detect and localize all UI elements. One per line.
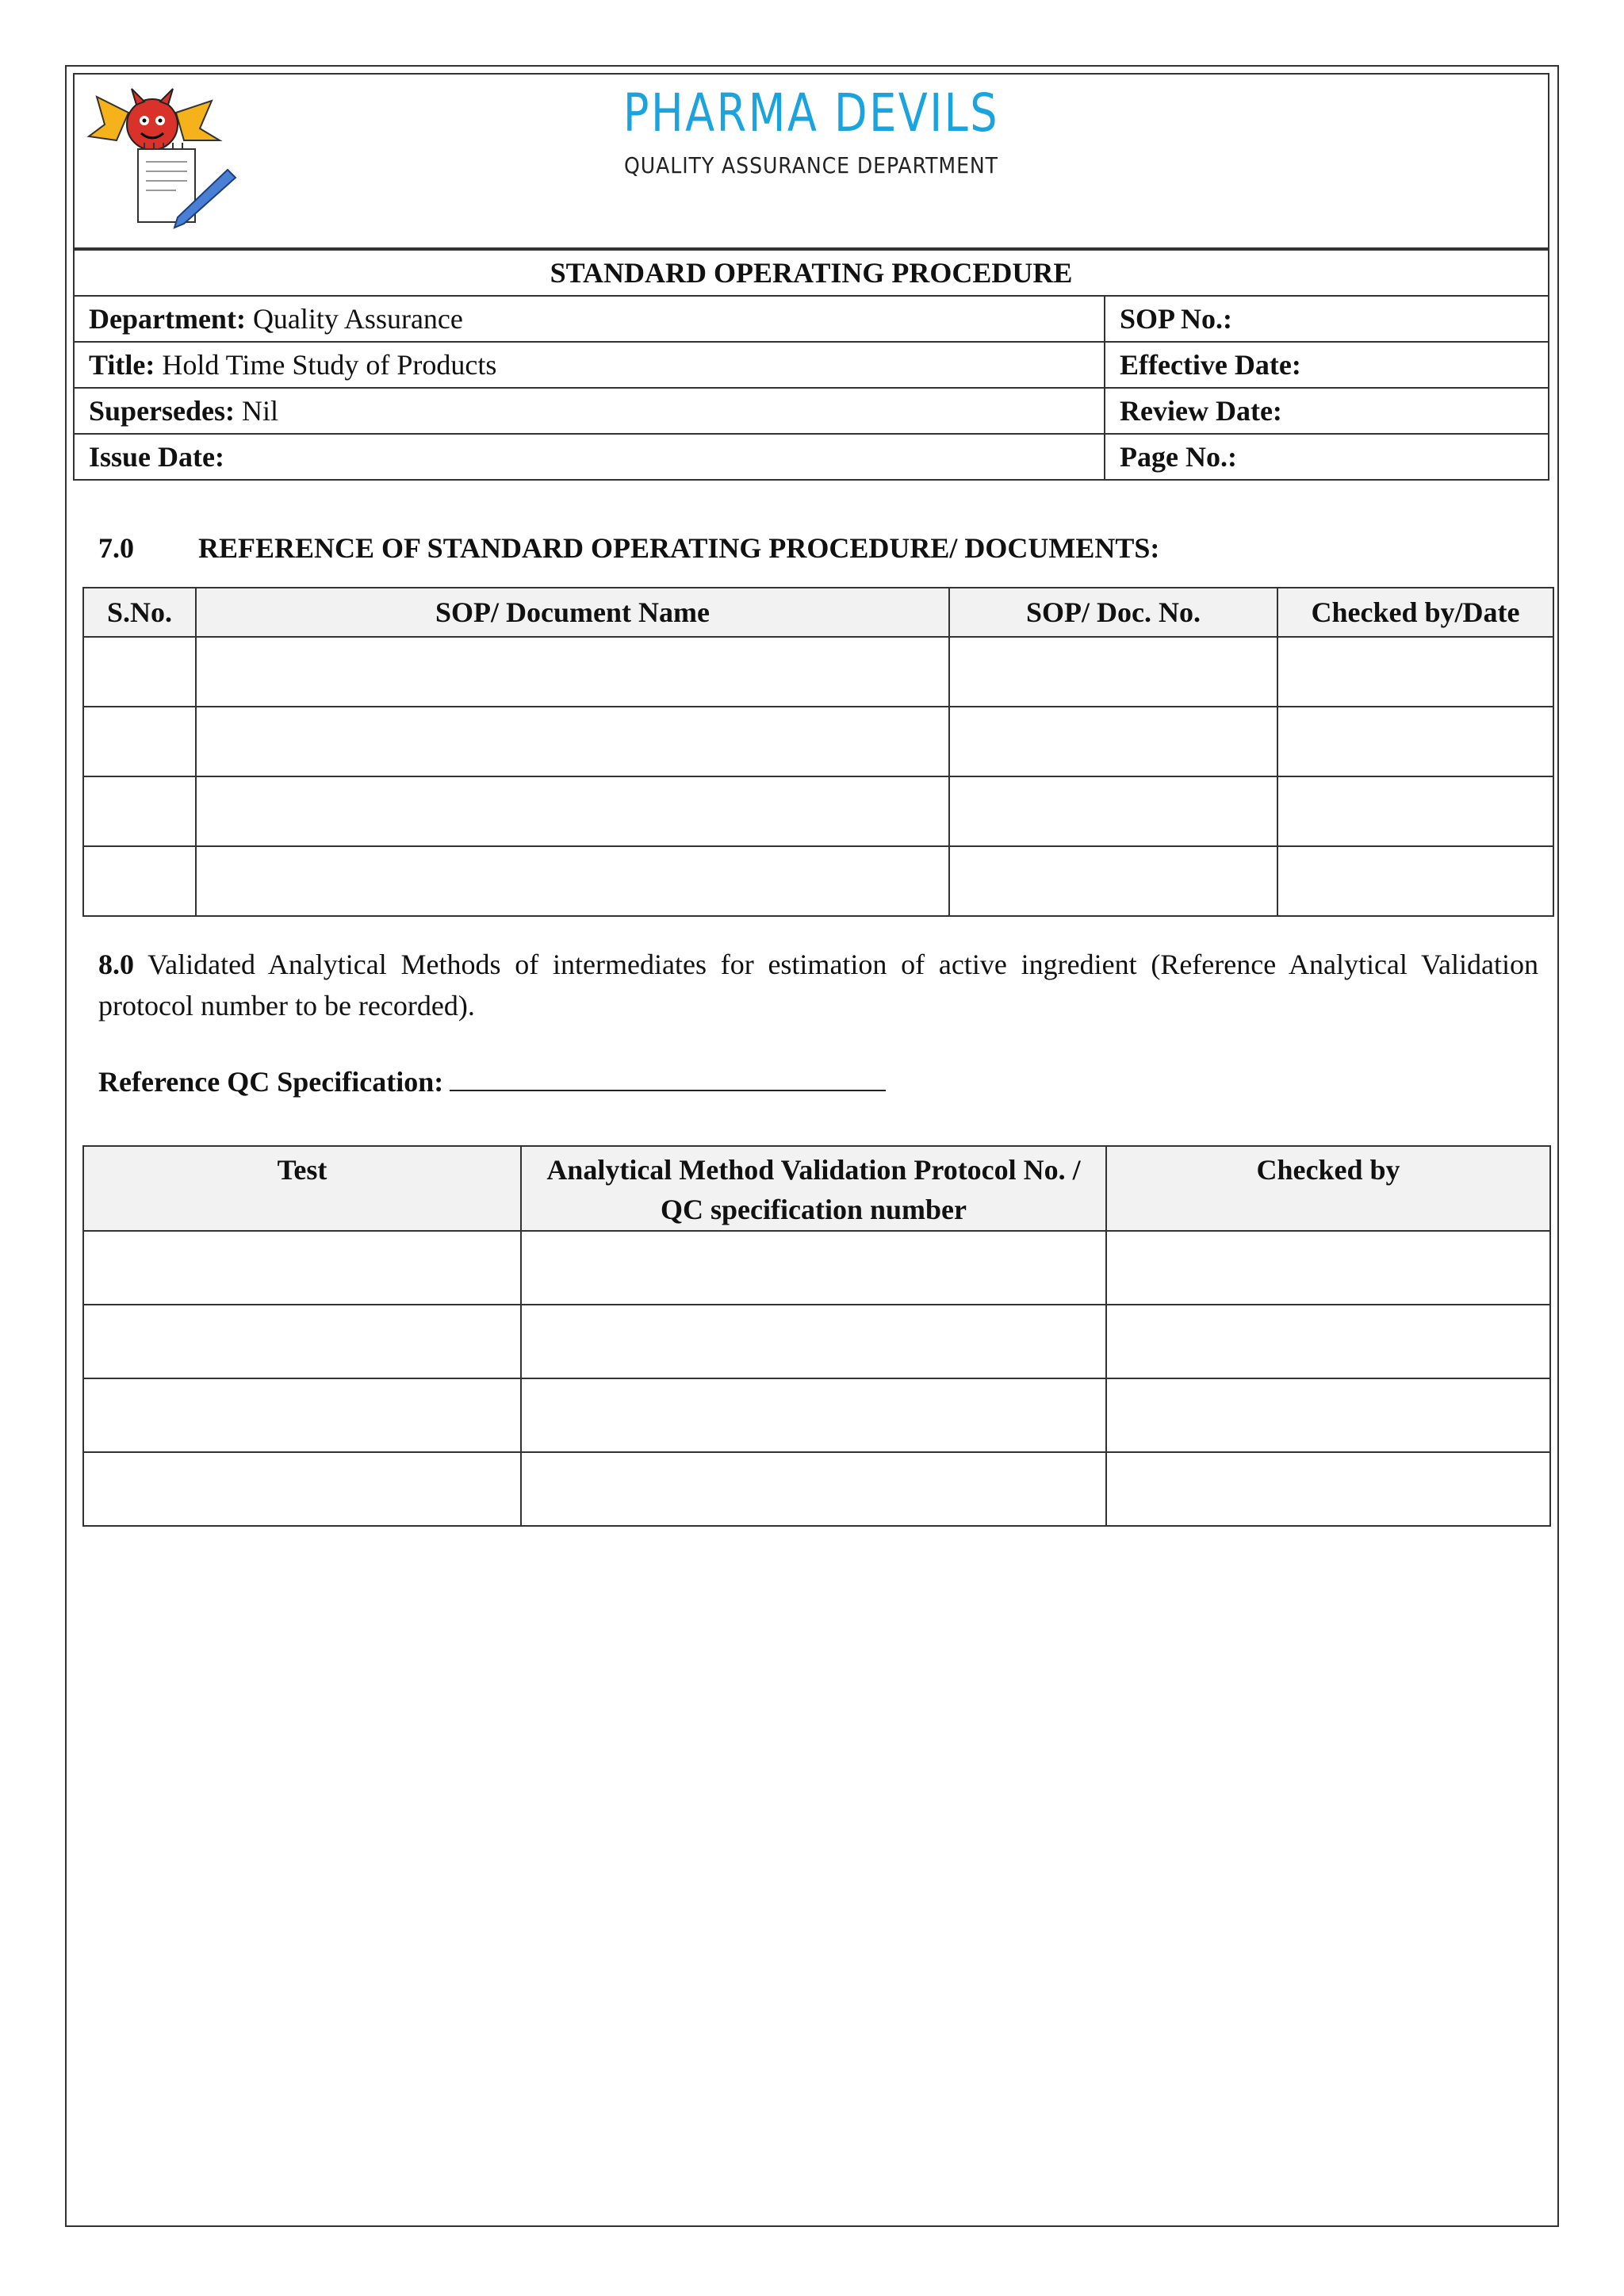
table-cell[interactable] [196,707,949,776]
table-cell[interactable] [1277,776,1553,846]
column-header: Checked by/Date [1277,588,1553,637]
table-cell[interactable] [1106,1452,1550,1526]
effective-date-cell [1105,342,1549,388]
issue-date-cell [74,434,1105,480]
brand-subtitle: QUALITY ASSURANCE DEPARTMENT [624,152,998,178]
review-date-cell [1105,388,1549,434]
analytical-methods-table [82,1145,1551,1527]
table-cell[interactable] [83,846,196,916]
table-cell[interactable] [196,637,949,707]
table-cell[interactable] [83,1378,521,1452]
table-cell[interactable] [1106,1378,1550,1452]
table-row [83,846,1553,916]
table-row [83,1378,1550,1452]
table-cell[interactable] [83,776,196,846]
table-cell[interactable] [949,776,1277,846]
section-8-number: 8.0 [98,949,134,980]
column-header: SOP/ Document Name [196,588,949,637]
table-cell[interactable] [949,637,1277,707]
reference-qc-spec [98,1063,886,1098]
table-row [83,637,1553,707]
table-row [83,1452,1550,1526]
sop-title: STANDARD OPERATING PROCEDURE [74,250,1549,296]
table-cell[interactable] [521,1305,1106,1378]
table-cell[interactable] [521,1452,1106,1526]
column-header: Analytical Method Validation Protocol No. / QC specification number [521,1146,1106,1231]
document-header [73,73,1549,249]
table-cell[interactable] [83,1452,521,1526]
sop-no-label: SOP No.: [1120,303,1233,335]
supersedes-label: Supersedes: [89,395,236,427]
section-8-text: Validated Analytical Methods of intermediates for estimation of active ingredient (Reference Analytical Validation protocol number to be recorded). [98,949,1538,1022]
table-cell[interactable] [521,1231,1106,1305]
title-cell [74,342,1105,388]
reference-qc-spec-blank[interactable] [450,1063,886,1091]
table-cell[interactable] [83,1305,521,1378]
table-row [83,1305,1550,1378]
page-no-label: Page No.: [1120,441,1237,473]
supersedes-value: Nil [242,395,279,427]
column-header: S.No. [83,588,196,637]
department-cell [74,296,1105,342]
section-7-title: REFERENCE OF STANDARD OPERATING PROCEDURE/ DOCUMENTS: [198,532,1160,564]
table-cell[interactable] [949,707,1277,776]
sop-no-cell [1105,296,1549,342]
department-label: Department: [89,303,246,335]
column-header: Test [83,1146,521,1231]
table-cell[interactable] [83,707,196,776]
table-cell[interactable] [949,846,1277,916]
table-cell[interactable] [521,1378,1106,1452]
review-date-label: Review Date: [1120,395,1282,427]
table-cell[interactable] [1106,1231,1550,1305]
table-row [83,1231,1550,1305]
table-row [83,707,1553,776]
title-value: Hold Time Study of Products [162,349,497,381]
table-cell[interactable] [83,1231,521,1305]
table-cell[interactable] [196,776,949,846]
column-header: Checked by [1106,1146,1550,1231]
sop-info-table [73,249,1549,481]
table-row [83,776,1553,846]
table-cell[interactable] [1277,707,1553,776]
table-cell[interactable] [83,637,196,707]
table-cell[interactable] [196,846,949,916]
brand-name: PHARMA DEVILS [622,82,1000,144]
reference-documents-table [82,587,1554,917]
page-no-cell [1105,434,1549,480]
department-value: Quality Assurance [252,303,463,335]
supersedes-cell [74,388,1105,434]
effective-date-label: Effective Date: [1120,349,1301,381]
section-8-paragraph [98,944,1538,1026]
table-cell[interactable] [1106,1305,1550,1378]
title-label: Title: [89,349,155,381]
issue-date-label: Issue Date: [89,441,224,473]
section-7-number: 7.0 [98,532,134,564]
table-cell[interactable] [1277,637,1553,707]
table-cell[interactable] [1277,846,1553,916]
column-header: SOP/ Doc. No. [949,588,1277,637]
section-7-heading [98,531,1159,565]
reference-qc-spec-label: Reference QC Specification: [98,1066,444,1098]
